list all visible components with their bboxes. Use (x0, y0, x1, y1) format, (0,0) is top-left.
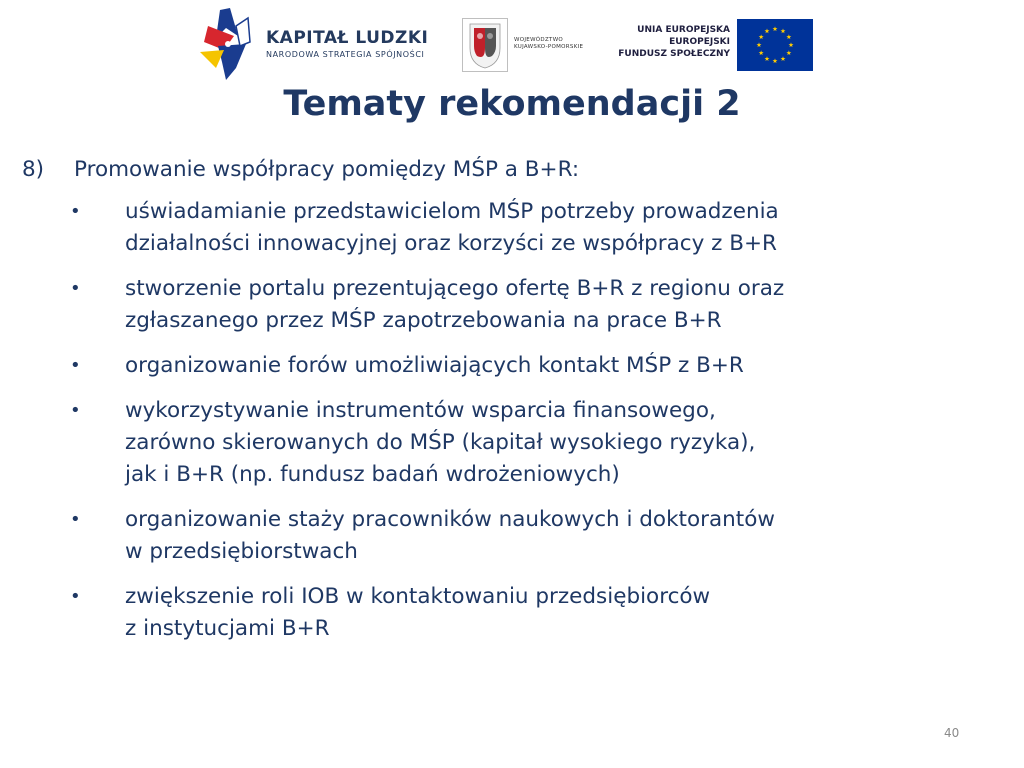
kapital-ludzki-logo (196, 6, 446, 82)
kapital-ludzki-emblem-icon (196, 6, 256, 82)
bullet-text: stworzenie portalu prezentującego ofertę B+R z regionu oraz zgłaszanego przez MŚP zapotrzebowania na prace B+R (125, 276, 785, 333)
wojewodztwo-line2: KUJAWSKO-POMORSKIE (514, 44, 584, 50)
eu-line2: EUROPEJSKI (669, 37, 730, 47)
kapital-ludzki-subtitle: NARODOWA STRATEGIA SPÓJNOŚCI (266, 50, 425, 59)
bullet-item (22, 350, 1012, 382)
slide-title: Tematy rekomendacji 2 (283, 84, 741, 124)
item-text: Promowanie współpracy pomiędzy MŚP a B+R: (74, 157, 580, 182)
eu-line1: UNIA EUROPEJSKA (637, 25, 730, 35)
numbered-item (22, 154, 1012, 186)
bullet-item (22, 273, 1012, 337)
bullet-icon: • (70, 509, 81, 530)
bullet-text: organizowanie forów umożliwiających kontakt MŚP z B+R (125, 353, 744, 378)
bullet-item (22, 196, 1012, 260)
bullet-item (22, 581, 1012, 645)
item-number: 8) (22, 157, 45, 182)
bullet-icon: • (70, 278, 81, 299)
bullet-item (22, 395, 1012, 491)
eu-line3: FUNDUSZ SPOŁECZNY (618, 49, 730, 59)
slide-content (22, 154, 1012, 658)
bullet-icon: • (70, 400, 81, 421)
bullet-text: wykorzystywanie instrumentów wsparcia finansowego, zarówno skierowanych do MŚP (kapitał wysokiego ryzyka), jak i B+R (np. fundusz badań wdrożeniowych) (125, 398, 756, 487)
coat-of-arms-icon (462, 18, 508, 72)
bullet-icon: • (70, 586, 81, 607)
bullet-text: organizowanie staży pracowników naukowych i doktorantów w przedsiębiorstwach (125, 507, 775, 564)
bullet-icon: • (70, 201, 81, 222)
wojewodztwo-logo (462, 18, 612, 72)
page-number: 40 (944, 726, 960, 740)
kapital-ludzki-title: KAPITAŁ LUDZKI (266, 28, 429, 48)
bullet-item (22, 504, 1012, 568)
bullet-icon: • (70, 355, 81, 376)
eu-flag-icon (737, 19, 813, 71)
bullet-text: zwiększenie roli IOB w kontaktowaniu przedsiębiorców z instytucjami B+R (125, 584, 711, 641)
bullet-text: uświadamianie przedstawicielom MŚP potrzeby prowadzenia działalności innowacyjnej oraz korzyści ze współpracy z B+R (125, 199, 779, 256)
header-logos (0, 0, 1024, 86)
bullet-list (22, 196, 1012, 645)
eu-logo (620, 18, 816, 74)
wojewodztwo-line1: WOJEWÓDZTWO (514, 37, 564, 43)
